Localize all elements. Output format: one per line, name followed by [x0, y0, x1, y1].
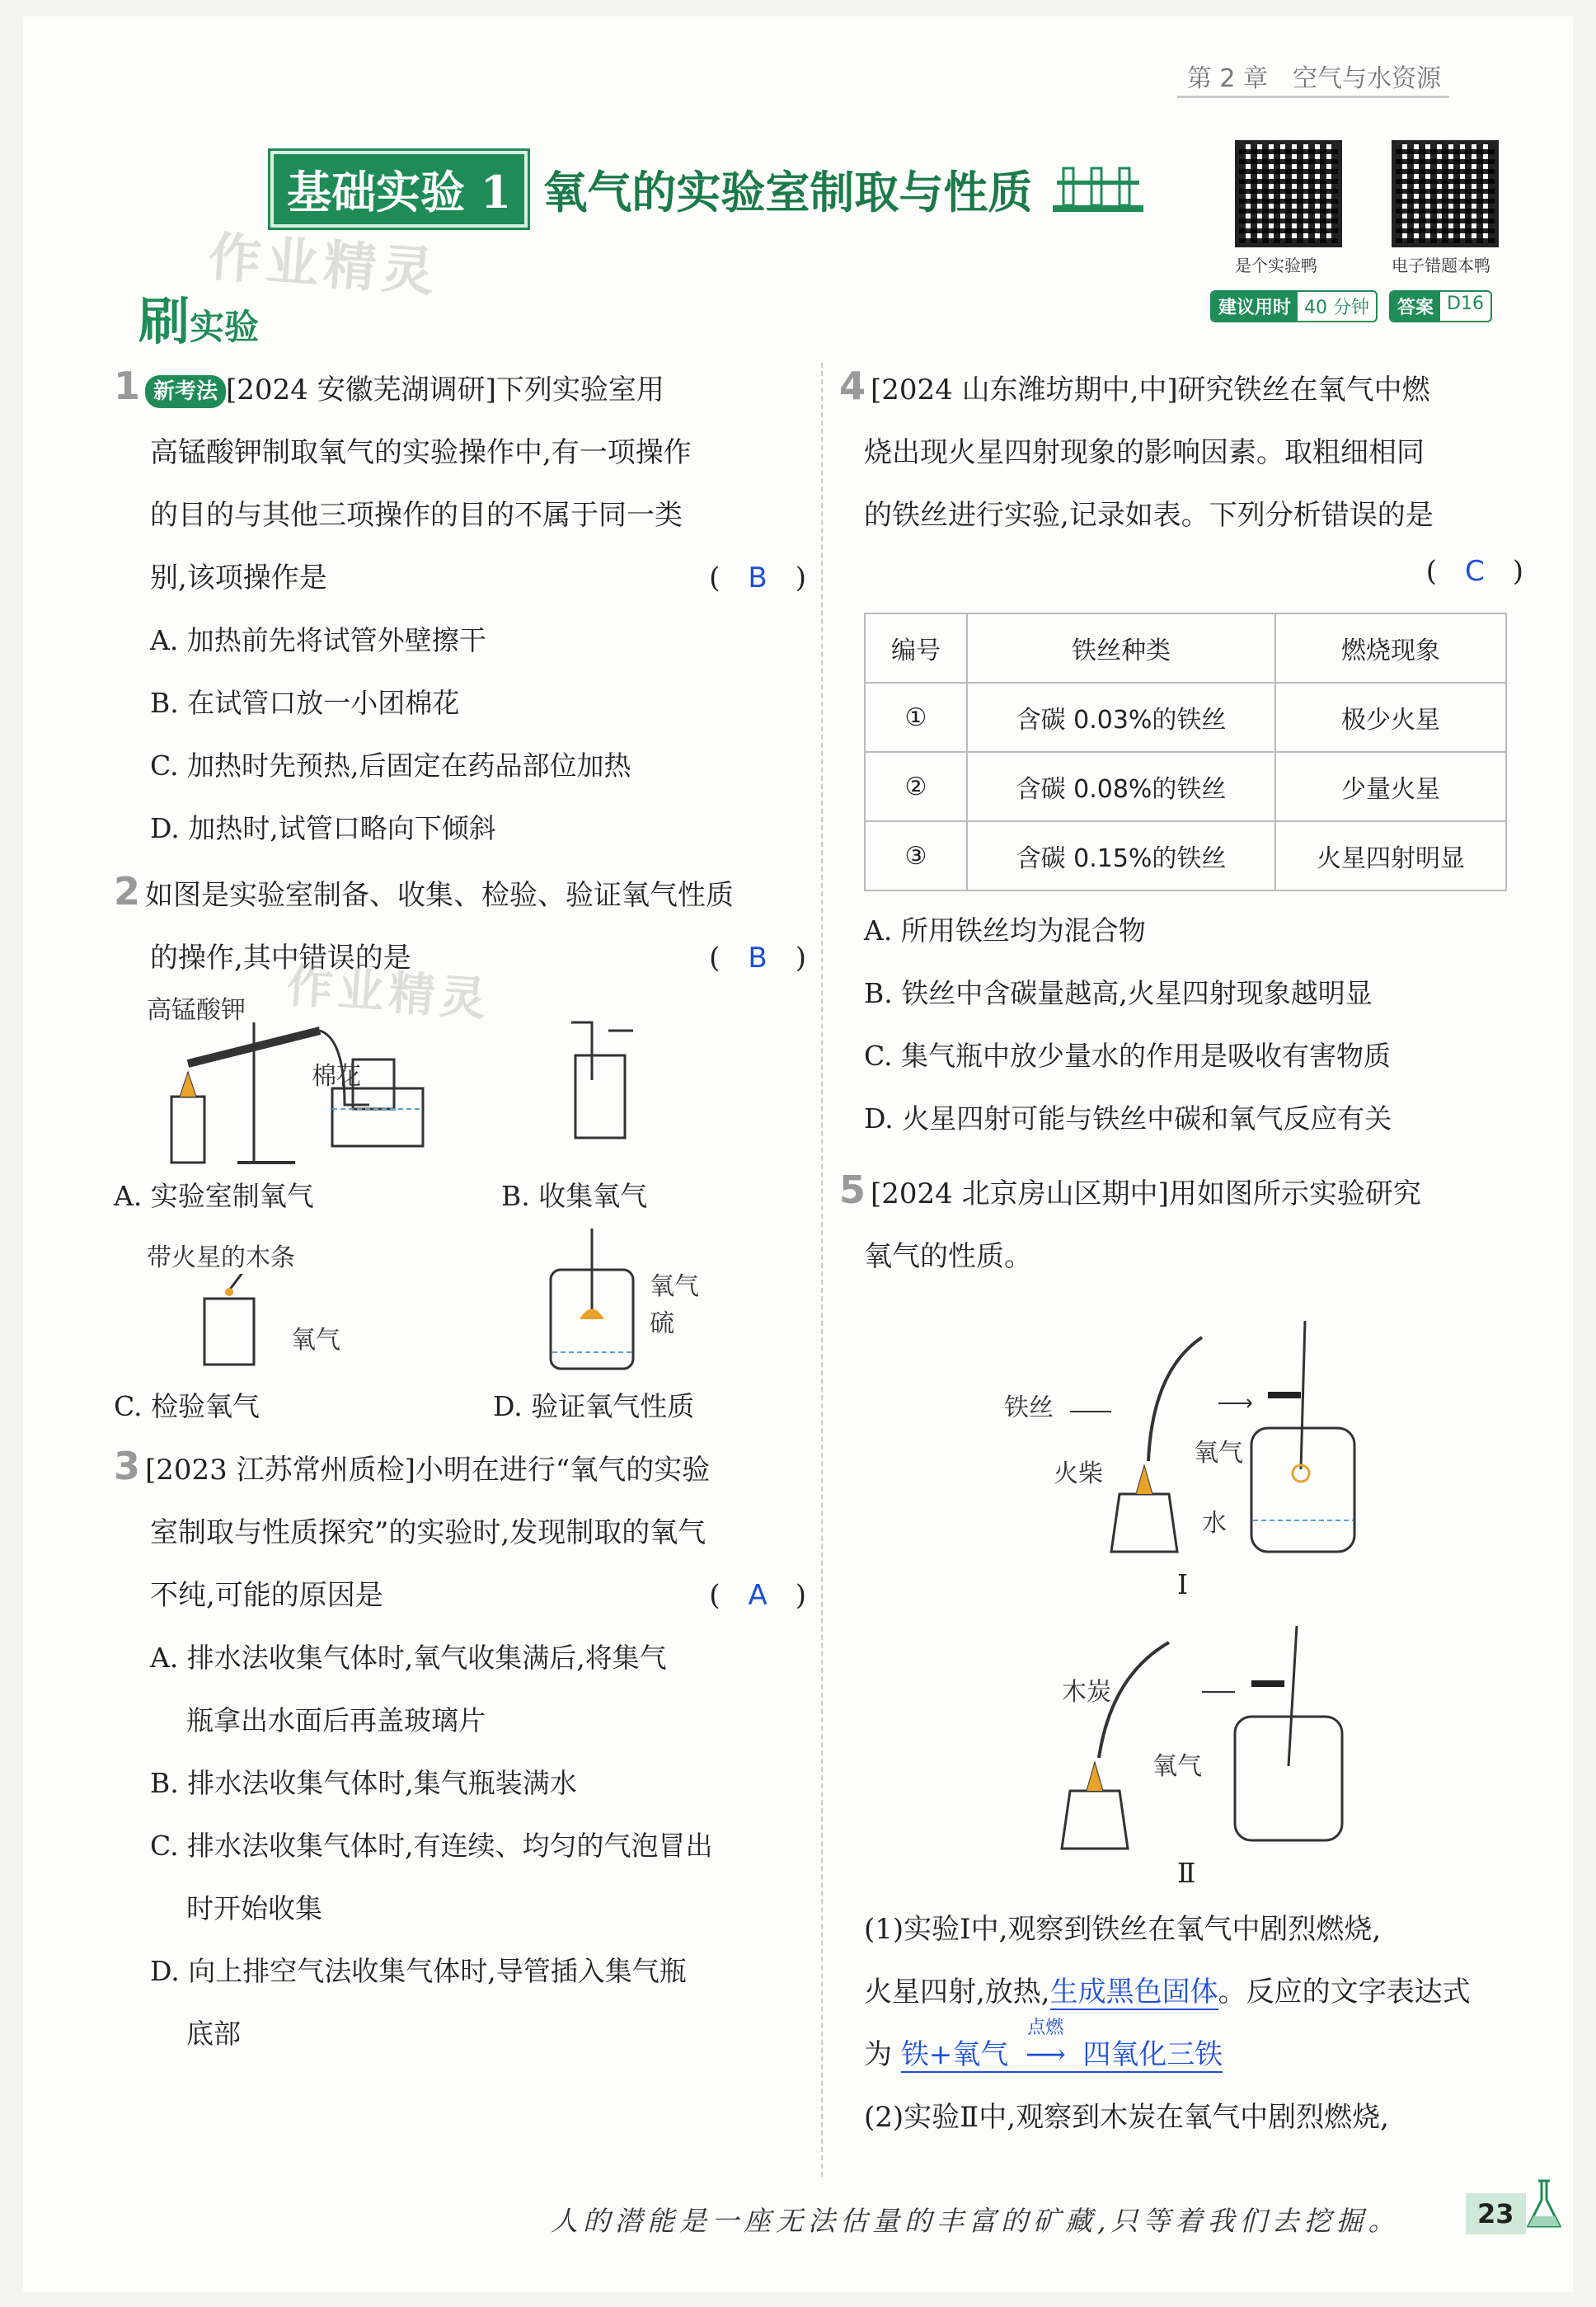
lesson-title-box: 基础实验 1 — [270, 151, 528, 228]
option: A. 排水法收集气体时,氧气收集满后,将集气 — [150, 1642, 667, 1674]
answer-blank: 生成黑色固体 — [1049, 1976, 1218, 2009]
right-column — [839, 355, 1523, 2149]
qr-experiment[interactable] — [1235, 140, 1342, 276]
caption-d: D. 验证氧气性质 — [493, 1390, 695, 1422]
question-text: 。反应的文字表达式 — [1218, 1976, 1471, 2009]
question-text: 氧气的性质。 — [864, 1240, 1032, 1273]
page-number: 23 — [1466, 2193, 1526, 2234]
new-method-badge: 新考法 — [145, 375, 226, 408]
question-text: 如图是实验室制备、收集、检验、验证氧气性质 — [145, 879, 735, 912]
label-cotton: 棉花 — [312, 1062, 361, 1091]
question-text: 室制取与性质探究”的实验时,发现制取的氧气 — [150, 1516, 706, 1549]
time-tag-label: 建议用时 — [1212, 292, 1298, 321]
footer-motto: 人的潜能是一座无法估量的丰富的矿藏,只等着我们去挖掘。 — [551, 2205, 1401, 2237]
option: 时开始收集 — [186, 1892, 322, 1924]
answer-tag-label: 答案 — [1391, 292, 1440, 321]
question-text: 烧出现火星四射现象的影响因素。取粗细相同 — [864, 436, 1425, 469]
label-water: 水 — [1202, 1509, 1227, 1538]
equation-reactants: 铁+氧气 — [900, 2038, 1009, 2071]
q5-part1-text: (1)实验Ⅰ中,观察到铁丝在氧气中剧烈燃烧, — [864, 1913, 1382, 1946]
question-number: 3 — [114, 1444, 141, 1488]
question-2 — [114, 860, 806, 1422]
question-text: 为 — [864, 2038, 892, 2071]
answer: C — [1464, 555, 1485, 588]
option: 瓶拿出水面后再盖玻璃片 — [186, 1704, 486, 1736]
section-label-small: 实验 — [190, 307, 260, 347]
question-4 — [839, 355, 1523, 1150]
question-text: 的目的与其他三项操作的目的不属于同一类 — [150, 499, 683, 532]
table-header: 铁丝种类 — [967, 613, 1275, 683]
figure-d-bottle — [542, 1229, 641, 1377]
table-cell: 含碳 0.15%的铁丝 — [967, 821, 1275, 890]
question-number: 1 — [114, 364, 141, 408]
chapter-divider — [1177, 96, 1449, 98]
q2-figures — [114, 959, 806, 1422]
equation-arrow: 点燃 ⟶ — [1008, 2023, 1082, 2086]
info-tags — [1210, 290, 1492, 322]
label-charcoal: 木炭 — [1062, 1678, 1111, 1707]
question-3 — [114, 1435, 806, 2065]
table-cell: 极少火星 — [1275, 683, 1506, 752]
question-text: [2024 山东潍坊期中,中]研究铁丝在氧气中燃 — [871, 374, 1430, 406]
lesson-title — [270, 155, 1148, 223]
qr-code-icon — [1392, 140, 1499, 247]
answer: B — [748, 561, 767, 594]
figure-ii-apparatus — [1037, 1609, 1383, 1857]
q5-figures — [839, 1288, 1523, 1898]
table-cell: ① — [865, 683, 967, 752]
answer: B — [748, 942, 767, 975]
question-1 — [114, 355, 806, 860]
table-row — [865, 821, 1506, 890]
label-o2-d: 氧气 — [650, 1272, 699, 1301]
qr-error-book-label: 电子错题本鸭 — [1392, 256, 1490, 275]
test-tube-rack-icon — [1049, 160, 1148, 218]
caption-c: C. 检验氧气 — [114, 1390, 261, 1422]
time-tag-value: 40 分钟 — [1304, 298, 1370, 318]
equation-answer — [900, 2018, 1223, 2073]
figure-b-bottle — [559, 1014, 650, 1146]
question-number: 4 — [839, 364, 866, 408]
option: B. 在试管口放一小团棉花 — [150, 687, 460, 719]
watermark: 作业精灵 — [284, 959, 493, 1027]
option: C. 集气瓶中放少量水的作用是吸收有害物质 — [864, 1040, 1392, 1072]
answer-bracket: ( A ) — [709, 1579, 806, 1612]
lesson-title-text: 氧气的实验室制取与性质 — [542, 165, 1033, 218]
column-divider — [821, 363, 823, 2177]
chapter-title: 第 2 章 空气与水资源 — [1186, 64, 1441, 93]
time-tag — [1210, 290, 1378, 322]
qr-error-book[interactable] — [1392, 140, 1499, 276]
iron-wire-table — [864, 613, 1507, 891]
option: B. 排水法收集气体时,集气瓶装满水 — [150, 1767, 577, 1799]
option: D. 火星四射可能与铁丝中碳和氧气反应有关 — [864, 1102, 1392, 1135]
option: A. 所用铁丝均为混合物 — [864, 914, 1146, 947]
answer-tag[interactable] — [1389, 290, 1492, 322]
option: B. 铁丝中含碳量越高,火星四射现象越明显 — [864, 977, 1373, 1009]
figure-i-caption: Ⅰ — [1177, 1568, 1189, 1600]
option: A. 加热前先将试管外壁擦干 — [150, 624, 486, 656]
table-cell: 含碳 0.08%的铁丝 — [967, 752, 1275, 821]
answer: A — [748, 1579, 767, 1612]
table-header: 燃烧现象 — [1275, 613, 1506, 683]
label-sulfur: 硫 — [650, 1309, 674, 1338]
question-text: 火星四射,放热, — [864, 1976, 1050, 2009]
watermark: 作业精灵 — [206, 227, 441, 304]
table-cell: ② — [865, 752, 967, 821]
question-text: 的操作,其中错误的是 — [150, 942, 411, 975]
option: D. 向上排空气法收集气体时,导管插入集气瓶 — [150, 1955, 687, 1987]
figure-i-apparatus — [1004, 1304, 1392, 1560]
label-o2-i: 氧气 — [1194, 1439, 1243, 1468]
question-text: 的铁丝进行实验,记录如表。下列分析错误的是 — [864, 499, 1434, 532]
table-cell: 火星四射明显 — [1275, 821, 1506, 890]
label-iron-wire: 铁丝 — [1004, 1393, 1054, 1422]
option: 底部 — [186, 2018, 241, 2050]
answer-bracket: ( B ) — [709, 942, 806, 975]
caption-b: B. 收集氧气 — [501, 1180, 648, 1212]
table-cell: ③ — [865, 821, 967, 890]
question-text: 不纯,可能的原因是 — [150, 1579, 383, 1612]
option: D. 加热时,试管口略向下倾斜 — [150, 812, 496, 844]
answer-bracket: ( B ) — [709, 561, 806, 594]
question-text: 别,该项操作是 — [150, 561, 327, 594]
figure-ii-caption: Ⅱ — [1177, 1857, 1196, 1889]
label-kmno4: 高锰酸钾 — [147, 996, 246, 1025]
q5-equation-line — [839, 2018, 1523, 2086]
table-cell: 含碳 0.03%的铁丝 — [967, 683, 1275, 752]
label-splint: 带火星的木条 — [147, 1243, 295, 1272]
answer-tag-value: D16 — [1447, 294, 1484, 314]
question-text: [2024 安徽芜湖调研]下列实验室用 — [226, 374, 664, 406]
equation-products: 四氧化三铁 — [1082, 2038, 1223, 2071]
table-row — [865, 683, 1506, 752]
page — [23, 16, 1573, 2292]
question-text: 高锰酸钾制取氧气的实验操作中,有一项操作 — [150, 436, 692, 469]
equation-condition: 点燃 — [1027, 2018, 1064, 2038]
qr-experiment-label: 是个实验鸭 — [1235, 256, 1317, 275]
table-header-row — [865, 613, 1506, 683]
question-text: [2024 北京房山区期中]用如图所示实验研究 — [871, 1177, 1421, 1210]
q5-part1-line2 — [839, 1961, 1523, 2023]
qr-code-icon — [1235, 140, 1342, 247]
label-o2-ii: 氧气 — [1152, 1752, 1202, 1781]
figure-c-bottle — [188, 1274, 287, 1373]
figure-a-apparatus — [155, 1014, 427, 1171]
question-number: 2 — [114, 869, 141, 914]
label-match: 火柴 — [1054, 1459, 1103, 1488]
option: C. 排水法收集气体时,有连续、均匀的气泡冒出 — [150, 1830, 713, 1862]
label-o2-c: 氧气 — [291, 1326, 340, 1355]
caption-a: A. 实验室制氧气 — [114, 1180, 314, 1212]
table-cell: 少量火星 — [1275, 752, 1506, 821]
left-column — [114, 355, 806, 2065]
flask-icon — [1523, 2177, 1565, 2234]
section-label-big: 刷 — [138, 291, 190, 351]
question-text: [2023 江苏常州质检]小明在进行“氧气的实验 — [145, 1454, 711, 1487]
table-header: 编号 — [865, 613, 967, 683]
question-number: 5 — [839, 1168, 866, 1212]
answer-bracket: ( C ) — [1425, 555, 1523, 588]
table-row — [865, 752, 1506, 821]
q5-part2-text: (2)实验Ⅱ中,观察到木炭在氧气中剧烈燃烧, — [864, 2101, 1389, 2134]
option: C. 加热时先预热,后固定在药品部位加热 — [150, 749, 631, 782]
question-5 — [839, 1158, 1523, 2149]
